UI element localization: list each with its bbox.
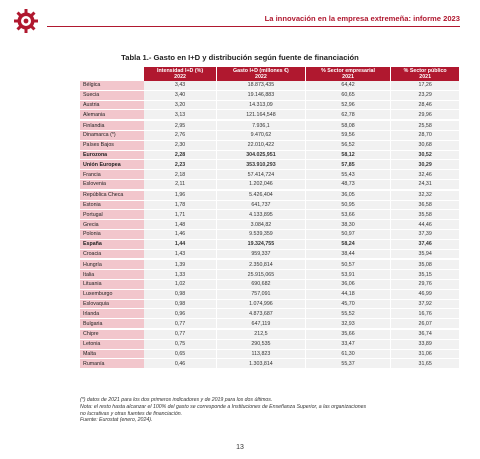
column-header-label: Intensidad I+D (%) [157, 68, 204, 74]
table-cell: 641,737 [217, 200, 306, 210]
table-cell: 32,32 [391, 190, 460, 200]
table-cell: 121.164,548 [217, 110, 306, 120]
table-cell: 24,31 [391, 179, 460, 189]
table-cell: 36,58 [391, 200, 460, 210]
table-cell: 1,43 [144, 249, 217, 259]
country-name: Dinamarca (*) [80, 130, 144, 140]
table-cell: 4.873,687 [217, 309, 306, 319]
table-cell: 3,13 [144, 110, 217, 120]
column-header [391, 67, 460, 81]
source-line: Fuente: Eurostat (enero, 2024). [80, 417, 153, 424]
table-cell: 2,28 [144, 150, 217, 160]
table-cell: 53,91 [305, 270, 391, 280]
table-cell: 36,05 [305, 190, 391, 200]
table-cell: 2,11 [144, 179, 217, 189]
table-cell: 9.539,359 [217, 229, 306, 239]
table-cell: 290,535 [217, 339, 306, 349]
table-cell: 0,98 [144, 289, 217, 299]
country-name: Francia [80, 170, 144, 180]
table-cell: 32,46 [391, 170, 460, 180]
country-name: Finlandia [80, 120, 144, 130]
table-cell: 30,29 [391, 160, 460, 170]
country-name: Luxemburgo [80, 289, 144, 299]
table-row [80, 279, 460, 289]
table-cell: 25.915,065 [217, 270, 306, 280]
table-cell: 32,93 [305, 319, 391, 329]
table-cell: 35,58 [391, 210, 460, 220]
country-name: Grecia [80, 220, 144, 230]
table-row [80, 150, 460, 160]
column-header [305, 67, 391, 81]
table-cell: 38,30 [305, 220, 391, 230]
table-cell: 757,091 [217, 289, 306, 299]
table-cell: 0,46 [144, 359, 217, 369]
country-name: Letonia [80, 339, 144, 349]
table-cell: 1,71 [144, 210, 217, 220]
table-row [80, 309, 460, 319]
table-cell: 9.470,62 [217, 130, 306, 140]
table-cell: 2.350,814 [217, 259, 306, 269]
table-cell: 35,94 [391, 249, 460, 259]
column-header-label: Gasto I+D (millones €) [233, 68, 289, 74]
country-name: Eurozona [80, 150, 144, 160]
table-cell: 37,46 [391, 239, 460, 249]
table-row [80, 81, 460, 90]
table-cell: 0,98 [144, 299, 217, 309]
table-cell: 55,43 [305, 170, 391, 180]
table-row [80, 160, 460, 170]
table-cell: 1,44 [144, 239, 217, 249]
table-row [80, 249, 460, 259]
table-row [80, 179, 460, 189]
table-row [80, 210, 460, 220]
table-cell: 1,39 [144, 259, 217, 269]
country-name: Irlanda [80, 309, 144, 319]
table-cell: 14.313,09 [217, 100, 306, 110]
table-cell: 3,40 [144, 90, 217, 100]
table-cell: 29,76 [391, 279, 460, 289]
table-cell: 28,70 [391, 130, 460, 140]
table-cell: 57,85 [305, 160, 391, 170]
table-cell: 2,18 [144, 170, 217, 180]
country-name: Alemania [80, 110, 144, 120]
table-cell: 29,96 [391, 110, 460, 120]
page-number: 13 [236, 444, 244, 451]
gear-logo-icon [13, 8, 39, 34]
table-cell: 2,30 [144, 140, 217, 150]
table-cell: 28,46 [391, 100, 460, 110]
table-cell: 50,57 [305, 259, 391, 269]
table-cell: 2,95 [144, 120, 217, 130]
country-name: Países Bajos [80, 140, 144, 150]
table-cell: 31,65 [391, 359, 460, 369]
table-cell: 59,56 [305, 130, 391, 140]
table-cell: 36,06 [305, 279, 391, 289]
country-name: Malta [80, 349, 144, 359]
table-cell: 2,23 [144, 160, 217, 170]
table-cell: 57.414,724 [217, 170, 306, 180]
country-name: España [80, 239, 144, 249]
note-line: Nota: el resto hasta alcanzar el 100% del gasto se corresponde a Instituciones de Enseñanza Superior, a las organizaciones [80, 403, 367, 410]
table-row [80, 190, 460, 200]
table-cell: 1,02 [144, 279, 217, 289]
table-row [80, 170, 460, 180]
header-title: La innovación en la empresa extremeña: informe 2023 [264, 14, 460, 23]
table-cell: 690,682 [217, 279, 306, 289]
table-row [80, 259, 460, 269]
table-cell: 17,26 [391, 81, 460, 90]
table-cell: 1.202,046 [217, 179, 306, 189]
table-cell: 38,44 [305, 249, 391, 259]
table-row [80, 90, 460, 100]
table-cell: 46,99 [391, 289, 460, 299]
table-notes [80, 397, 460, 424]
table-cell: 353.910,293 [217, 160, 306, 170]
table-cell: 53,66 [305, 210, 391, 220]
table-cell: 55,52 [305, 309, 391, 319]
table-cell: 18.873,435 [217, 81, 306, 90]
table-row [80, 229, 460, 239]
table-cell: 23,29 [391, 90, 460, 100]
country-name: Portugal [80, 210, 144, 220]
table-row [80, 100, 460, 110]
table-cell: 3,43 [144, 81, 217, 90]
table-row [80, 329, 460, 339]
table-row [80, 140, 460, 150]
table-row [80, 289, 460, 299]
table-cell: 0,77 [144, 319, 217, 329]
table-row [80, 220, 460, 230]
table-cell: 0,75 [144, 339, 217, 349]
table-row [80, 200, 460, 210]
table-cell: 60,65 [305, 90, 391, 100]
column-header-year: 2021 [342, 74, 354, 80]
table-cell: 30,52 [391, 150, 460, 160]
table-cell: 647,119 [217, 319, 306, 329]
table-row [80, 110, 460, 120]
table-cell: 35,66 [305, 329, 391, 339]
country-name: Lituania [80, 279, 144, 289]
table-cell: 61,30 [305, 349, 391, 359]
table-row [80, 299, 460, 309]
table-cell: 7.936,1 [217, 120, 306, 130]
country-name: Croacia [80, 249, 144, 259]
table-row [80, 239, 460, 249]
column-header-year: 2022 [174, 74, 186, 80]
country-name: Austria [80, 100, 144, 110]
table-cell: 55,37 [305, 359, 391, 369]
column-header-label: % Sector público [403, 68, 447, 74]
table-cell: 1.303,814 [217, 359, 306, 369]
table-cell: 52,96 [305, 100, 391, 110]
table-cell: 35,15 [391, 270, 460, 280]
table-cell: 1,46 [144, 229, 217, 239]
table-cell: 36,74 [391, 329, 460, 339]
column-header [144, 67, 217, 81]
table-cell: 1,96 [144, 190, 217, 200]
country-name: Suecia [80, 90, 144, 100]
note-line: no lucrativas y otras fuentes de financiación. [80, 410, 183, 417]
table-cell: 58,24 [305, 239, 391, 249]
table-cell: 0,77 [144, 329, 217, 339]
table-cell: 48,73 [305, 179, 391, 189]
table-row [80, 130, 460, 140]
table-cell: 44,46 [391, 220, 460, 230]
table-title: Tabla 1.- Gasto en I+D y distribución según fuente de financiación [121, 53, 359, 62]
country-name: Eslovenia [80, 179, 144, 189]
table-cell: 37,39 [391, 229, 460, 239]
table-cell: 113,823 [217, 349, 306, 359]
table-cell: 1,48 [144, 220, 217, 230]
table-cell: 25,58 [391, 120, 460, 130]
column-header-year: 2021 [419, 74, 432, 80]
table-cell: 31,06 [391, 349, 460, 359]
country-name: Polonia [80, 229, 144, 239]
column-header-year: 2022 [255, 74, 267, 80]
table-cell: 304.025,951 [217, 150, 306, 160]
table-cell: 212,5 [217, 329, 306, 339]
country-name: Eslovaquia [80, 299, 144, 309]
table-cell: 4.133,895 [217, 210, 306, 220]
table-cell: 1,78 [144, 200, 217, 210]
table-cell: 1.074,996 [217, 299, 306, 309]
table-cell: 22.010,422 [217, 140, 306, 150]
column-header [217, 67, 306, 81]
table-cell: 26,07 [391, 319, 460, 329]
country-name: República Checa [80, 190, 144, 200]
table-cell: 45,70 [305, 299, 391, 309]
table-cell: 19.324,755 [217, 239, 306, 249]
table-cell: 44,18 [305, 289, 391, 299]
country-name: Bélgica [80, 81, 144, 90]
table-header-row [80, 67, 460, 81]
table-row [80, 270, 460, 280]
table-cell: 35,08 [391, 259, 460, 269]
table-cell: 62,78 [305, 110, 391, 120]
table-cell: 959,337 [217, 249, 306, 259]
table-cell: 58,08 [305, 120, 391, 130]
table-row [80, 349, 460, 359]
table-cell: 3.084,82 [217, 220, 306, 230]
header-rule [47, 26, 460, 27]
table-cell: 5.426,404 [217, 190, 306, 200]
table-cell: 33,47 [305, 339, 391, 349]
table-cell: 16,76 [391, 309, 460, 319]
table-cell: 1,33 [144, 270, 217, 280]
country-name: Italia [80, 270, 144, 280]
country-name: Rumanía [80, 359, 144, 369]
table-row [80, 120, 460, 130]
table-cell: 2,76 [144, 130, 217, 140]
country-name: Bulgaria [80, 319, 144, 329]
table-cell: 50,95 [305, 200, 391, 210]
table-cell: 37,92 [391, 299, 460, 309]
table-cell: 0,96 [144, 309, 217, 319]
country-name: Hungría [80, 259, 144, 269]
table-cell: 58,12 [305, 150, 391, 160]
table-row [80, 359, 460, 369]
table-cell: 0,65 [144, 349, 217, 359]
note-line: (*) datos de 2021 para los dos primeros indicadores y de 2019 para los dos últimos. [80, 397, 273, 403]
country-name: Estonia [80, 200, 144, 210]
table-row [80, 339, 460, 349]
table-cell: 19.146,883 [217, 90, 306, 100]
data-table [80, 67, 460, 369]
table-row [80, 319, 460, 329]
table-cell: 64,42 [305, 81, 391, 90]
country-name: Unión Europea [80, 160, 144, 170]
table-cell: 56,52 [305, 140, 391, 150]
table-cell: 3,20 [144, 100, 217, 110]
country-name: Chipre [80, 329, 144, 339]
table-cell: 33,89 [391, 339, 460, 349]
table-cell: 50,97 [305, 229, 391, 239]
table-corner [80, 67, 144, 81]
column-header-label: % Sector empresarial [321, 68, 375, 74]
table-cell: 30,68 [391, 140, 460, 150]
